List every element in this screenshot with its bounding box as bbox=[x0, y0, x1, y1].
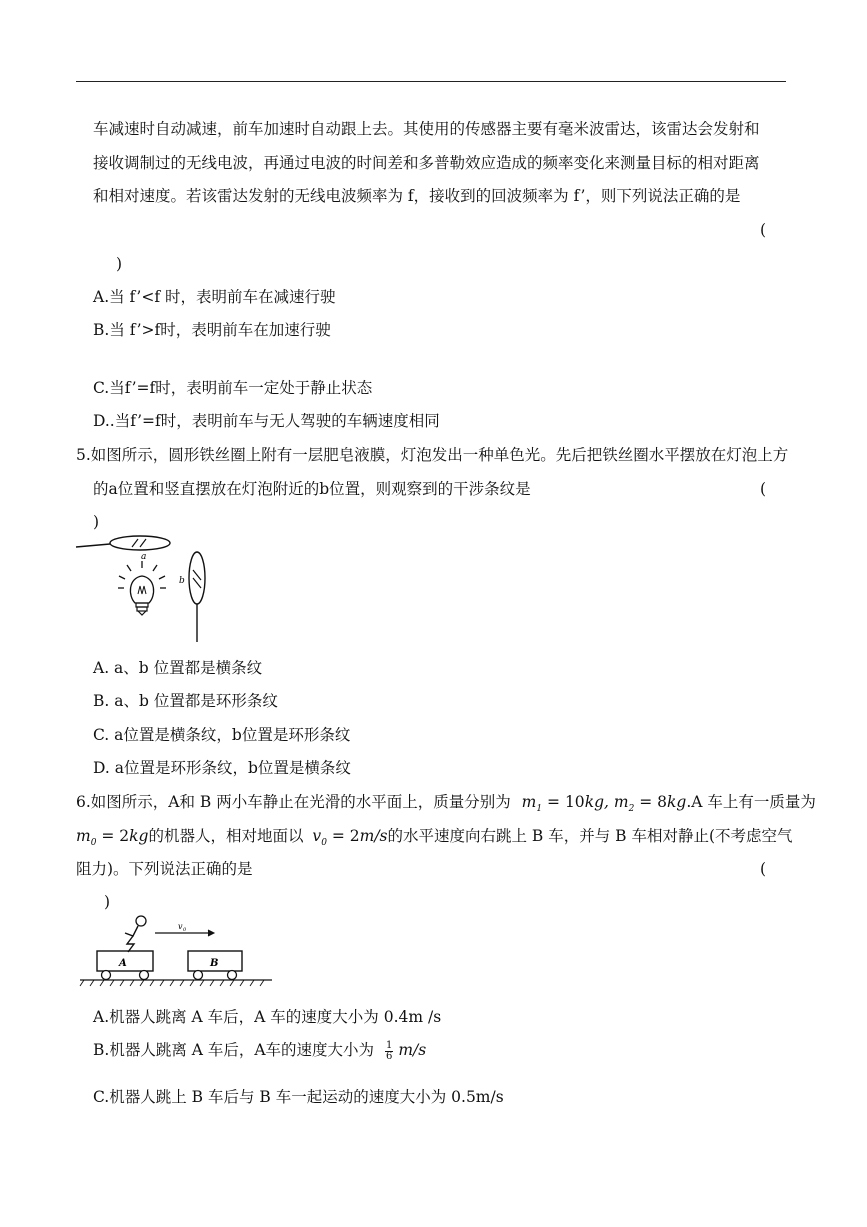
carts-robot-figure bbox=[78, 910, 278, 990]
q4-text-line-3: 和相对速度。若该雷达发射的无线电波频率为 f，接收到的回波频率为 f’，则下列说法正确的是 bbox=[93, 187, 741, 205]
label-cart-b: B bbox=[210, 958, 219, 969]
q6-text-line-3: 阻力)。下列说法正确的是 bbox=[76, 860, 253, 878]
m2-subscript: 2 bbox=[628, 804, 635, 815]
m0-subscript: 0 bbox=[90, 838, 97, 849]
q6-option-a: A.机器人跳离 A 车后，A 车的速度大小为 0.4m /s bbox=[93, 1008, 442, 1026]
q6-line-2-end: 的水平速度向右跳上 B 车，并与 B 车相对静止(不考虑空气 bbox=[387, 827, 793, 845]
q6-line-1-start: 6.如图所示，A和 B 两小车静止在光滑的水平面上，质量分别为 bbox=[76, 793, 511, 811]
q4-text-line-2: 接收调制过的无线电波，再通过电波的时间差和多普勒效应造成的频率变化来测量目标的相对距离 bbox=[93, 154, 760, 172]
q6-answer-paren-close: ) bbox=[104, 893, 111, 911]
robot-head-icon bbox=[136, 916, 146, 926]
m2-value: = 8 bbox=[634, 793, 668, 811]
q4-option-b: B.当 f’>f时，表明前车在加速行驶 bbox=[93, 321, 331, 339]
label-b: b bbox=[179, 576, 185, 586]
q6-text-line-1 bbox=[76, 792, 816, 819]
light-bulb-icon bbox=[130, 576, 153, 603]
m1-symbol: m bbox=[521, 793, 537, 811]
q6-line-2-start: 的机器人，相对地面以 bbox=[148, 827, 304, 845]
q5-option-c: C. a位置是横条纹，b位置是环形条纹 bbox=[93, 726, 351, 744]
q6-answer-paren-open: ( bbox=[760, 860, 767, 878]
soap-film-bulb-figure bbox=[76, 528, 226, 648]
m1-unit: kg bbox=[584, 793, 605, 811]
q4-option-d: D..当f’=f时，表明前车与无人驾驶的车辆速度相同 bbox=[93, 412, 440, 430]
robot-body-icon bbox=[125, 926, 138, 936]
v0-unit: m/s bbox=[359, 827, 388, 845]
q6-option-b bbox=[93, 1040, 426, 1062]
wire-handle-a bbox=[76, 544, 110, 547]
label-a: a bbox=[141, 552, 147, 562]
ground-hatching bbox=[80, 980, 264, 986]
q5-option-a: A. a、b 位置都是横条纹 bbox=[93, 659, 263, 677]
wire-ring-a bbox=[110, 536, 170, 550]
header-rule bbox=[76, 81, 786, 82]
q5-answer-paren-close: ) bbox=[93, 513, 100, 531]
m0-value: = 2 bbox=[96, 827, 130, 845]
v0-subscript: 0 bbox=[321, 838, 327, 849]
label-v0-subscript: 0 bbox=[183, 927, 187, 933]
mass-m1 bbox=[521, 793, 687, 815]
m2-symbol: , m bbox=[604, 793, 629, 811]
q6-option-b-text: B.机器人跳离 A 车后，A车的速度大小为 bbox=[93, 1041, 375, 1059]
q4-option-c: C.当f’=f时，表明前车一定处于静止状态 bbox=[93, 379, 373, 397]
label-cart-a: A bbox=[119, 958, 127, 969]
mass-m0 bbox=[76, 827, 149, 849]
q6-line-1-end: .A 车上有一质量为 bbox=[686, 793, 816, 811]
label-v0: v bbox=[178, 922, 183, 931]
q5-text-line-2: 的a位置和竖直摆放在灯泡附近的b位置，则观察到的干涉条纹是 bbox=[93, 480, 531, 498]
bulb-rays bbox=[118, 561, 166, 588]
q5-answer-paren-open: ( bbox=[760, 480, 767, 498]
v0-value: = 2 bbox=[326, 827, 360, 845]
m2-unit: kg bbox=[667, 793, 687, 811]
q4-answer-paren-open: ( bbox=[760, 221, 767, 239]
q4-answer-paren-close: ) bbox=[116, 255, 123, 273]
q6-option-b-unit: m/s bbox=[398, 1041, 427, 1059]
q6-text-line-2 bbox=[76, 826, 793, 853]
q5-text-line-1: 5.如图所示，圆形铁丝圈上附有一层肥皂液膜，灯泡发出一种单色光。先后把铁丝圈水平摆放在灯泡上方 bbox=[76, 446, 789, 464]
fraction-numerator: 1 bbox=[386, 1039, 393, 1051]
q4-text-line-1: 车减速时自动减速，前车加速时自动跟上去。其使用的传感器主要有毫米波雷达，该雷达会发射和 bbox=[93, 120, 760, 138]
wire-ring-b bbox=[189, 552, 205, 604]
q5-option-d: D. a位置是环形条纹，b位置是横条纹 bbox=[93, 759, 351, 777]
velocity-v0 bbox=[312, 827, 388, 849]
m1-subscript: 1 bbox=[536, 804, 543, 815]
m0-unit: kg bbox=[129, 827, 149, 845]
m0-symbol: m bbox=[76, 827, 91, 845]
q6-option-c: C.机器人跳上 B 车后与 B 车一起运动的速度大小为 0.5m/s bbox=[93, 1088, 504, 1106]
fraction-denominator: 6 bbox=[386, 1050, 393, 1062]
fraction-one-sixth bbox=[385, 1041, 393, 1062]
q4-option-a: A.当 f’<f 时，表明前车在减速行驶 bbox=[93, 288, 336, 306]
v0-symbol: v bbox=[312, 827, 322, 845]
m1-value: = 10 bbox=[542, 793, 585, 811]
q5-option-b: B. a、b 位置都是环形条纹 bbox=[93, 692, 278, 710]
